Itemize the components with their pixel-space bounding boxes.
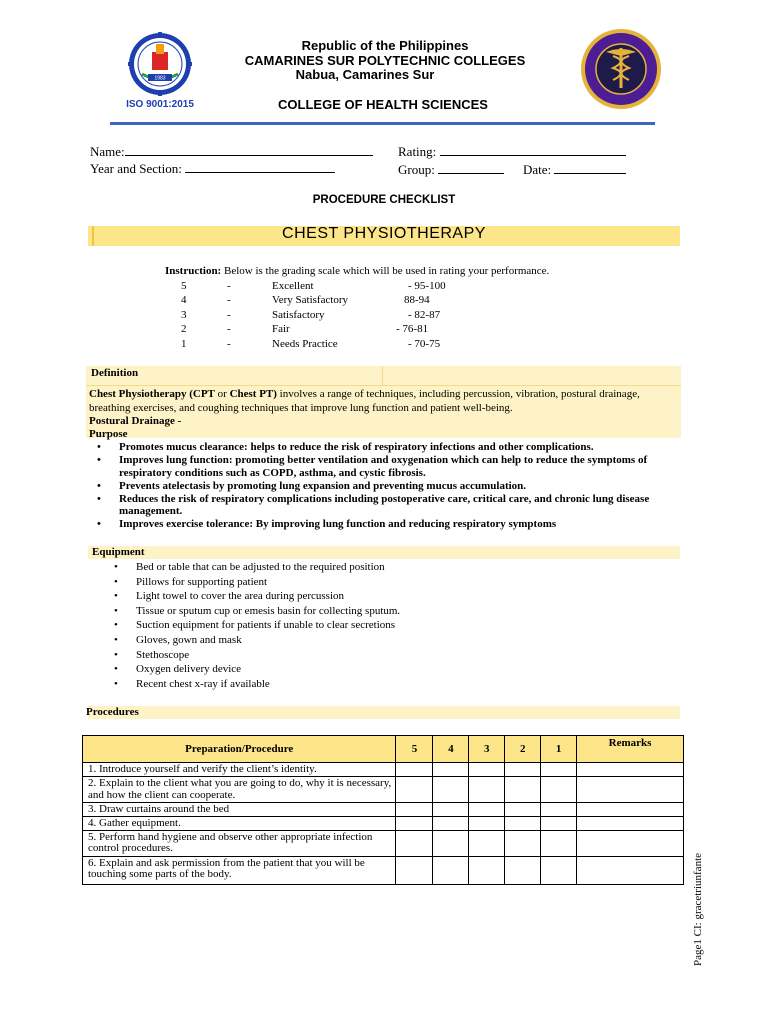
date-field[interactable] [523, 162, 626, 178]
score-cell[interactable] [433, 856, 469, 884]
score-cell[interactable] [469, 763, 505, 777]
instruction-label: Instruction: [165, 265, 222, 277]
list-item: • Tissue or sputum cup or emesis basin for collecting sputum. [114, 604, 400, 619]
score-cell[interactable] [541, 777, 577, 803]
list-item: • Promotes mucus clearance: helps to reduce the risk of respiratory infections and other complications. [97, 441, 687, 454]
checklist-title: PROCEDURE CHECKLIST [312, 194, 456, 206]
definition-divider [382, 366, 383, 386]
name-label: Name: [90, 144, 125, 159]
header-location: Nabua, Camarines Sur [295, 67, 435, 82]
equipment-heading: Equipment [92, 546, 145, 558]
procedure-step: 6. Explain and ask permission from the patient that you will be touching some parts of the body. [83, 856, 396, 884]
year-section-label: Year and Section: [90, 161, 182, 176]
date-label: Date: [523, 162, 552, 177]
col-score-5: 5 [396, 736, 433, 763]
score-cell[interactable] [469, 856, 505, 884]
procedure-step: 4. Gather equipment. [83, 817, 396, 831]
col-score-1: 1 [541, 736, 577, 763]
procedure-step: 1. Introduce yourself and verify the client’s identity. [83, 763, 396, 777]
procedure-title: CHEST PHYSIOTHERAPY [282, 225, 486, 242]
rating-field[interactable] [398, 144, 626, 160]
list-item: • Bed or table that can be adjusted to the required position [114, 560, 400, 575]
table-row [83, 856, 684, 884]
score-cell[interactable] [505, 803, 541, 817]
score-cell[interactable] [469, 803, 505, 817]
score-cell[interactable] [396, 830, 433, 856]
definition-line [86, 385, 681, 386]
procedures-heading: Procedures [86, 706, 139, 718]
scale-row: 2 - Fair - 76-81 [181, 323, 429, 335]
score-cell[interactable] [433, 830, 469, 856]
table-row [83, 803, 684, 817]
score-cell[interactable] [505, 777, 541, 803]
procedures-bar [88, 706, 680, 719]
list-item: • Improves lung function: promoting better ventilation and oxygenation which can help to reduce the symptoms of respiratory conditions such as COPD, asthma, and cystic fibrosis. [97, 454, 687, 479]
remarks-cell[interactable] [577, 817, 684, 831]
remarks-cell[interactable] [577, 763, 684, 777]
procedure-step: 3. Draw curtains around the bed [83, 803, 396, 817]
remarks-cell[interactable] [577, 830, 684, 856]
equipment-list [114, 560, 400, 691]
list-item: • Pillows for supporting patient [114, 575, 400, 590]
table-header-row [83, 736, 684, 763]
equipment-bar [88, 546, 680, 559]
table-row [83, 763, 684, 777]
header-department: COLLEGE OF HEALTH SCIENCES [278, 97, 488, 112]
score-cell[interactable] [541, 856, 577, 884]
scale-row: 3 - Satisfactory - 82-87 [181, 309, 441, 321]
score-cell[interactable] [541, 803, 577, 817]
score-cell[interactable] [433, 803, 469, 817]
score-cell[interactable] [433, 763, 469, 777]
remarks-cell[interactable] [577, 777, 684, 803]
definition-heading: Definition [91, 367, 139, 379]
name-field[interactable] [90, 144, 373, 160]
list-item: • Oxygen delivery device [114, 662, 400, 677]
score-cell[interactable] [541, 763, 577, 777]
table-row [83, 777, 684, 803]
score-cell[interactable] [396, 817, 433, 831]
list-item: • Suction equipment for patients if unable to clear secretions [114, 618, 400, 633]
list-item: • Improves exercise tolerance: By improving lung function and reducing respiratory symptoms [97, 518, 687, 531]
score-cell[interactable] [541, 830, 577, 856]
score-cell[interactable] [505, 817, 541, 831]
score-cell[interactable] [396, 777, 433, 803]
college-health-sciences-logo [580, 28, 662, 110]
score-cell[interactable] [396, 856, 433, 884]
col-score-2: 2 [505, 736, 541, 763]
score-cell[interactable] [469, 777, 505, 803]
remarks-cell[interactable] [577, 856, 684, 884]
iso-label: ISO 9001:2015 [126, 99, 194, 110]
definition-text: Chest Physiotherapy (CPT or Chest PT) involves a range of techniques, including percussion, vibration, postural drainage, breathing exercises, and coughing techniques that improve lung function and patient well-being. [89, 388, 640, 414]
header-divider [110, 122, 655, 125]
list-item: • Light towel to cover the area during percussion [114, 589, 400, 604]
header-republic: Republic of the Philippines [301, 38, 469, 53]
procedure-step: 5. Perform hand hygiene and observe other appropriate infection control procedures. [83, 830, 396, 856]
score-cell[interactable] [505, 856, 541, 884]
procedure-step: 2. Explain to the client what you are going to do, why it is necessary, and how the client can cooperate. [83, 777, 396, 803]
score-cell[interactable] [396, 803, 433, 817]
score-cell[interactable] [469, 817, 505, 831]
instruction [165, 265, 549, 277]
col-score-3: 3 [469, 736, 505, 763]
scale-row: 1 - Needs Practice - 70-75 [181, 338, 441, 350]
table-row [83, 830, 684, 856]
procedure-table [82, 735, 684, 885]
year-section-field[interactable] [90, 161, 335, 177]
scale-row: 5 - Excellent - 95-100 [181, 280, 446, 292]
score-cell[interactable] [469, 830, 505, 856]
purpose-list [97, 441, 687, 531]
col-procedure: Preparation/Procedure [83, 736, 396, 763]
list-item: • Reduces the risk of respiratory complications including postoperative care, critical care, and chronic lung disease management. [97, 493, 687, 518]
scale-row: 4 - Very Satisfactory 88-94 [181, 294, 430, 306]
list-item: • Gloves, gown and mask [114, 633, 400, 648]
logo-year: 1983 [154, 75, 166, 82]
list-item: • Prevents atelectasis by promoting lung expansion and preventing mucus accumulation. [97, 480, 687, 493]
score-cell[interactable] [541, 817, 577, 831]
purpose-label: Purpose [89, 428, 128, 440]
score-cell[interactable] [433, 817, 469, 831]
postural-drainage-label: Postural Drainage - [89, 415, 182, 427]
score-cell[interactable] [433, 777, 469, 803]
page-footer: Page1 CI: gracetriunfante [692, 852, 704, 966]
list-item: • Recent chest x-ray if available [114, 677, 400, 692]
remarks-cell[interactable] [577, 803, 684, 817]
instruction-text: Below is the grading scale which will be used in rating your performance. [221, 265, 550, 277]
table-row [83, 817, 684, 831]
rating-label: Rating: [398, 144, 437, 159]
list-item: • Stethoscope [114, 648, 400, 663]
group-label: Group: [398, 162, 435, 177]
score-cell[interactable] [396, 763, 433, 777]
group-field[interactable] [398, 162, 504, 178]
score-cell[interactable] [505, 763, 541, 777]
col-score-4: 4 [433, 736, 469, 763]
col-remarks: Remarks [577, 736, 684, 763]
score-cell[interactable] [505, 830, 541, 856]
header-college-name: CAMARINES SUR POLYTECHNIC COLLEGES [244, 53, 526, 68]
